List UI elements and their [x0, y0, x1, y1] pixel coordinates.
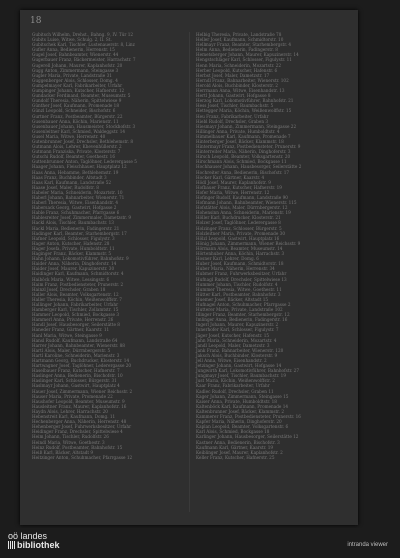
- directory-entry: Haslmayr Johann, Gastwirt, Hauptplatz 4: [32, 383, 120, 389]
- directory-entry: Hödl Josef, Maurer, Kaplanhofstr. 9: [196, 179, 271, 185]
- directory-entry: Hechenberger Anna, Näherin, Herrenstr. 48: [32, 419, 127, 425]
- directory-entry: Kaltenböck Karl, Kaufmann, Promenade 14: [196, 403, 289, 409]
- directory-entry: Hölzl Leopold, Gastwirt, Hauptplatz 16: [196, 235, 280, 241]
- directory-entry: Hertl Johann, Gastwirt, Hofgasse 8: [196, 93, 271, 99]
- library-logo[interactable]: [8, 532, 60, 550]
- directory-entry: Kaufmann Karl, Gärtner, Kaarstr. 19: [196, 444, 274, 450]
- directory-entry: Hofinger Rudolf, Kaufmann, Landstraße 90: [196, 195, 288, 200]
- directory-entry: Hahn Johann, Lokomotivführer, Bahnhofstr. 9: [32, 256, 129, 262]
- directory-entry: Haidinger Karl, Kaufmann, Schmidtorstr. 4: [32, 271, 124, 277]
- scanned-page: [20, 10, 358, 525]
- directory-entry: Haushofer Leopold, Beamter, Museumstr. 9: [32, 398, 125, 404]
- directory-entry: Gugerbauer Franz, Bäckermeister, Harrachstr. 7: [32, 57, 136, 63]
- directory-entry: Kaltenbrunner Josef, Bäcker, Klammstr. 2: [196, 408, 285, 414]
- directory-entry: Haas Anna, Hebamme, Bethlehemstr. 19: [32, 169, 119, 175]
- directory-entry: Hubmer Franz, Fuhrwerksbesitzer, Urfahr: [196, 271, 287, 277]
- directory-entry: Haas Karl, Kaufmann, Landstraße 52: [32, 179, 112, 185]
- directory-entry: Herbst Josef, Maler, Dametzstr. 17: [196, 72, 270, 78]
- barcode-icon: [8, 541, 15, 549]
- directory-entry: Hütter Karl, Postbeamter, Bahnhofstr. 3: [196, 291, 281, 297]
- directory-entry: Haider Anna, Näherin, Dinghoferstr. 14: [32, 261, 117, 267]
- directory-entry: Günther Josef, Kaufmann, Promenade 18: [32, 103, 120, 109]
- directory-entry: Keller Franz, Kutscher, Hafnerstr. 25: [196, 454, 275, 460]
- directory-entry: Gundacker Ferdinand, Beamter, Museumstr. 5: [32, 93, 131, 99]
- directory-entry: Hausleitner Franz, Maurer, Kaplanhofstr. 16: [32, 403, 127, 409]
- directory-entry: Gusenbauer Johann, Hausmeister, Stockhofstr. 3: [32, 123, 136, 129]
- directory-entry: Hofbauer Franz, Kutscher, Hafnerstr. 19: [196, 184, 282, 190]
- directory-entry: Kapfer Maria, Näherin, Dinghoferstr. 20: [196, 419, 282, 425]
- directory-entry: Hartwagner Josef, Taglöhner, Lederergasse 20: [32, 363, 132, 369]
- directory-entry: Hufnagl Rudolf, Drechsler, Spittelwiese 13: [196, 276, 287, 282]
- directory-entry: Gubitsch Wilhelm, Drehst., Bahng. 9, IV. Tür 12: [32, 32, 134, 37]
- directory-entry: Kaplan Leopold, Beamter, Volksgartenstr. 6: [196, 424, 289, 430]
- directory-entry: Hosner Karl, Lehrer, Domg. 6: [196, 256, 259, 262]
- directory-entry: Hallinger Johann, Fabrikarbeiter, Urfahr: [32, 301, 119, 307]
- directory-entry: Helm Anna, Bedienerin, Fadingerstr. 8: [196, 47, 278, 53]
- directory-entry: Jetzinger Johann, Gastwirt, Hofgasse 14: [196, 363, 282, 369]
- directory-entry: Hammerl Anna, Private, Herrenstr. 26: [32, 317, 114, 323]
- directory-entry: Jell Anna, Witwe, Eisenhandstr. 2: [196, 358, 267, 363]
- directory-entry: Hammer Leopold, Schmied, Bockgasse 3: [32, 312, 120, 318]
- directory-entry: Kaiser Anna, Private, Humboldtstr. 18: [196, 398, 277, 404]
- directory-entry: Karl Alois, Schmied, Bockgasse 18: [196, 429, 270, 435]
- directory-entry: Gutenbrunner Josef, Drechsler, Bethlehemstr. 8: [32, 138, 134, 144]
- directory-entry: Jank Franz, Bahnarbeiter, Wienerstr. 120: [196, 347, 284, 353]
- directory-entry: Hochreiter Anna, Bedienerin, Bischofstr. 17: [196, 169, 290, 175]
- directory-entry: Haase Josef, Maler, Rudolfstr. 8: [32, 184, 99, 190]
- directory-entry: Helbig Theresia, Private, Landstraße 78: [196, 32, 282, 37]
- logo-line-2: [8, 541, 60, 550]
- directory-entry: Just Maria, Köchin, Weißenwolffstr. 2: [196, 378, 275, 384]
- directory-entry: Imlinger Anna, Bedienerin, Fadingerstr. 16: [196, 317, 288, 323]
- directory-entry: Herndl Franz, Bahnarbeiter, Wienerstr. 102: [196, 77, 289, 83]
- directory-entry: Hanl Maria, Witwe, Steingasse 9: [32, 332, 102, 338]
- directory-entry: Gubits Luise, Witwe, Schulg. 2, II. St.: [32, 37, 112, 43]
- directory-entry: Hadinger Karl, Beamter, Starhembergstr. 17: [32, 230, 127, 236]
- directory-entry: Karlinger Johann, Hausbesorger, Seilerstätte 12: [196, 434, 299, 440]
- directory-entry: Hörmann Alois, Beamter, Museumstr. 14: [196, 245, 283, 251]
- directory-entry: Haas Franz, Buchbinder, Altstadt 3: [32, 174, 107, 180]
- directory-entry: Hirschmann Alois, Schmied, Bockgasse 11: [196, 159, 287, 165]
- directory-entry: Gumpelmayer Karl, Fabrikarbeiter, Urfahr: [32, 82, 123, 88]
- directory-entry: Holzer Josef, Taglöhner, Lederergasse 8: [196, 220, 281, 226]
- directory-entry: Henn Maria, Schneiderin, Mozartstr. 22: [196, 62, 281, 68]
- directory-entry: Jungwirth Karl, Lokomotivführer, Bahnhofstr. 27: [196, 368, 299, 374]
- directory-entry: Hohensinn Anna, Schneiderin, Marienstr. 19: [196, 210, 291, 216]
- directory-entry: Hofmann Johann, Bahnbeamter, Wienerstr. 115: [196, 200, 297, 206]
- directory-entry: Hackl Alois, Tischler, Baumbachstr. 13: [32, 220, 114, 226]
- directory-entry: Haneder Franz, Gärtner, Kaarstr. 11: [32, 327, 110, 333]
- directory-entry: Gutschi Rudolf, Beamter, Goethestr. 16: [32, 154, 115, 160]
- directory-entry: Haager Johann, Fleischhauer, Hauptplatz 12: [32, 164, 127, 170]
- directory-entry: Gugler Maria, Private, Landstraße 31: [32, 72, 112, 78]
- directory-entry: Hager Anton, Kutscher, Hafenstr. 28: [32, 240, 110, 246]
- directory-entry: Heidinger Franz, Drechsler, Spittelwiese 4: [32, 429, 123, 435]
- directory-entry: Handl Josef, Hausbesorger, Seilerstätte 8: [32, 322, 120, 328]
- directory-entry: Hofstätter Alois, Maler, Dürrnbergerstr. 12: [196, 205, 288, 211]
- directory-entry: Heller Josef, Kaufmann, Schmidtorstr. 10: [196, 37, 284, 43]
- directory-entry: Haim Franz, Postbediensteter, Prunerstr. 2: [32, 281, 124, 287]
- directory-entry: Günzl Leopold, Schneider, Bischofstr. 6: [32, 108, 116, 114]
- directory-entry: Jandl Leopold, Maler, Dametzstr. 3: [196, 342, 270, 348]
- directory-entry: Haberl Johann, Bahnarbeiter, Wienerstr. 71: [32, 195, 125, 200]
- directory-entry: Hellmayr Franz, Beamter, Starhembergstr. 4: [196, 42, 292, 48]
- directory-entry: Gundolf Theresia, Näherin, Spittelwiese 9: [32, 98, 122, 104]
- directory-entry: Herzog Karl, Lokomotivführer, Bahnhofstr. 21: [196, 98, 294, 104]
- directory-entry: Gumpinger Johann, Kutscher, Hafnerstr. 12: [32, 88, 125, 94]
- directory-entry: Haslinger Anna, Bedienerin, Bischofstr. 10: [32, 373, 123, 379]
- directory-entry: Innerhofer Karl, Schlosser, Figulystr. 7: [196, 327, 279, 333]
- directory-entry: Hillinger Anna, Private, Humboldtstr. 4: [196, 128, 280, 134]
- directory-entry: Hager Josefa, Private, Humboldtstr. 11: [32, 245, 115, 251]
- directory-entry: Ingerl Johann, Maurer, Kapuzinerstr. 2: [196, 322, 279, 328]
- directory-entry: Hablesreiter Josef, Zimmermaler, Dametzstr. 9: [32, 215, 132, 221]
- directory-entry: Haller Theresia, Köchin, Weißenwolffstr. 7: [32, 296, 122, 302]
- viewer-label[interactable]: intranda viewer: [347, 542, 388, 548]
- directory-entry: Gufler Anna, Bedienerin, Herrenstr. 15: [32, 47, 115, 53]
- directory-entry: Himmelbauer Karl, Kaufmann, Promenade 7: [196, 133, 291, 139]
- directory-entry: Hintermayr Franz, Postbediensteter, Prunerstr. 9: [196, 144, 301, 150]
- directory-entry: Hirsch Leopold, Beamter, Volksgartenstr. 20: [196, 154, 291, 160]
- directory-entry: Höller Karl, Buchdrucker, Klosterstr. 21: [196, 215, 281, 221]
- directory-entry: Gusenleitner Karl, Schmied, Waldeggstr. 14: [32, 128, 126, 134]
- directory-entry: Hainzl Josef, Drechsler, Graben 18: [32, 286, 106, 292]
- left-column: [32, 32, 187, 460]
- directory-entry: Habeler Maria, Schneiderin, Mozartstr. 10: [32, 189, 123, 195]
- directory-entry: Hengstschläger Karl, Schlosser, Figulystr. 11: [196, 57, 292, 63]
- directory-entry: Hansl Rudolf, Kaufmann, Landstraße 64: [32, 337, 118, 343]
- directory-entry: Hamberger Karl, Tischler, Zollamtstr. 15: [32, 307, 119, 313]
- directory-entry: Haslinger Karl, Schlosser, Bürgerstr. 31: [32, 378, 117, 384]
- directory-entry: Herrmann Anna, Witwe, Eisenhandstr. 13: [196, 88, 285, 94]
- logo-line-2-text: bibliothek: [17, 540, 60, 550]
- directory-entry: Hartl Karoline, Schneiderin, Marienstr. 3: [32, 352, 120, 358]
- directory-entry: Hable Franz, Schuhmacher, Pfarrgasse 6: [32, 210, 120, 216]
- directory-entry: Haginger Franz, Bäcker, Klammstr. 5: [32, 251, 112, 257]
- directory-entry: Hiebl Rudolf, Drechsler, Graben 3: [196, 118, 269, 124]
- directory-entry: Illinger Franz, Beamter, Starhembergstr. 12: [196, 312, 290, 318]
- directory-entry: Gutmann Franziska, Private, Klosterstr. 7: [32, 149, 121, 155]
- directory-entry: Hummer Johann, Tischler, Rudolfstr. 4: [196, 281, 278, 287]
- viewer-footer: [0, 528, 400, 558]
- directory-entry: Gusel Maria, Witwe, Herrenstr. 40: [32, 133, 106, 139]
- directory-entry: Hinterreiter Maria, Näherin, Dinghoferstr. 3: [196, 149, 291, 155]
- directory-entry: Gurtner Franz, Postbeamter, Bürgerstr. 22: [32, 113, 123, 119]
- directory-entry: Jahn Maria, Schneiderin, Mozartstr. 4: [196, 337, 277, 343]
- directory-entry: Heiß Karl, Bäcker, Altstadt 9: [32, 449, 94, 455]
- directory-entry: Gusenbauer Anna, Köchin, Marienstr. 11: [32, 118, 119, 124]
- directory-entry: Holzinger Franz, Schlosser, Bürgerstr. 5: [196, 225, 282, 231]
- directory-entry: Jaksch Alois, Buchbinder, Klosterstr. 9: [196, 352, 278, 358]
- directory-entry: Haberl Theresia, Witwe, Eisenhandstr. 4: [32, 200, 119, 206]
- directory-entry: Haydn Alois, Lehrer, Harrachstr. 20: [32, 408, 108, 414]
- directory-entry: Herold Alois, Buchbinder, Klosterstr. 2: [196, 82, 278, 88]
- directory-entry: Keiblinger Josef, Maurer, Kaplanhofstr. 2: [196, 449, 283, 455]
- directory-entry: Huemer Josef, Bäcker, Altstadt 15: [196, 296, 269, 302]
- directory-entry: Hehenberger Josef, Fuhrwerksbesitzer, Urfahr: [32, 424, 132, 430]
- right-column: [196, 32, 351, 460]
- directory-entry: Harrer Johann, Bahnbeamter, Wienerstr. 88: [32, 342, 125, 348]
- page-number: 18: [30, 16, 42, 26]
- directory-entry: Jungmayr Josef, Tischler, Baumbachstr. 19: [196, 373, 286, 379]
- directory-entry: Heu Franz, Fabrikarbeiter, Urfahr: [196, 113, 269, 119]
- directory-entry: Hebenstreit Karl, Kaufmann, Domg. 11: [32, 414, 116, 420]
- directory-entry: Habersack Georg, Gastwirt, Hofgasse 2: [32, 205, 117, 211]
- directory-entry: Hörtenhuber Anna, Köchin, Harrachstr. 3: [196, 251, 285, 257]
- directory-entry: Hocker Karl, Gärtner, Kaarstr. 4: [196, 174, 265, 180]
- directory-entry: Kaar Franz, Fabrikarbeiter, Urfahr: [196, 383, 270, 389]
- directory-entry: Gugel Josef, Bahnbeamter, Wienerstr. 44: [32, 52, 119, 58]
- directory-entry: Hess Josef, Tischler, Baumbachstr. 5: [196, 103, 274, 109]
- directory-entry: Haselbauer Franz, Kutscher, Hafnerstr. 7: [32, 368, 120, 374]
- directory-entry: Hartmann Georg, Buchdrucker, Klosterstr. 14: [32, 358, 130, 363]
- directory-entry: Hemetsberger Johann, Maurer, Kapuzinerstr. 14: [196, 52, 299, 58]
- directory-entry: Hufnagel Anton, Schuhmacher, Pfarrgasse 2: [196, 301, 291, 307]
- directory-entry: Heim Johann, Tischler, Rudolfstr. 26: [32, 434, 109, 440]
- directory-entry: Gubitschek Karl, Tischler, Lustenauerstr. 8, Linz: [32, 42, 135, 48]
- directory-entry: Kager Johann, Zimmermann, Steingasse 15: [196, 393, 289, 399]
- directory-entry: Heinz Rudolf, Postbeamter, Bahnhofstr. 15: [32, 444, 123, 450]
- directory-entry: Hutterer Maria, Private, Landstraße 102: [196, 307, 283, 313]
- directory-entry: Haiböck Maria, Witwe, Lessingstr. 6: [32, 276, 110, 282]
- directory-entry: Hartl Alois, Maler, Dürrnbergerstr. 5: [32, 347, 111, 353]
- directory-entry: Kastner Anna, Bedienerin, Bischofstr. 3: [196, 439, 280, 445]
- directory-entry: Hauer Josef, Zimmermann, Wiener Reichsstr. 2: [32, 388, 133, 394]
- directory-entry: Haller Alois, Beamter, Volksgartenstr. 12: [32, 291, 119, 297]
- directory-entry: Hettegger Maria, Köchin, Weißenwolffstr. 15: [196, 108, 292, 114]
- directory-entry: Kadlec Rudolf, Drechsler, Graben 11: [196, 388, 274, 394]
- directory-entry: Haider Josef, Maurer, Kapuzinerstr. 30: [32, 266, 115, 272]
- column-divider: [189, 32, 190, 512]
- directory-entry: Hinterberger Josef, Bäcker, Klammstr. 18: [196, 138, 284, 144]
- directory-entry: Hummer Theresia, Witwe, Goethestr. 11: [196, 286, 282, 292]
- directory-entry: Hackl Maria, Bedienerin, Fadingerstr. 21: [32, 225, 120, 231]
- directory-entry: Herber Leopold, Kutscher, Hafenstr. 6: [196, 67, 278, 73]
- directory-entry: Guttenbrunner Anton, Taglöhner, Lederergasse 5: [32, 159, 137, 165]
- directory-entry: Heindl Maria, Witwe, Goethestr. 3: [32, 439, 105, 445]
- directory-entry: Gugerell Johann, Maurer, Kaplanhofstr. 20: [32, 62, 123, 68]
- directory-entry: Kammerer Franz, Postbediensteter, Prunerstr. 16: [196, 414, 301, 420]
- logo-line-1: oö landes: [8, 531, 48, 541]
- directory-entry: Hiesmayr Johann, Zimmermann, Steingasse 22: [196, 123, 297, 129]
- directory-entry: Hafner Leopold, Schlosser, Figulystr. 3: [32, 235, 115, 241]
- directory-entry: Hönig Johann, Zimmermann, Wiener Reichsstr. 9: [196, 240, 301, 246]
- directory-entry: Heitzinger Anton, Schuhmacher, Pfarrgasse 12: [32, 454, 133, 460]
- directory-entry: Hofer Maria, Witwe, Herrenstr. 12: [196, 189, 270, 195]
- directory-entry: Gugg Anton, Zimmermann, Steingasse 3: [32, 67, 119, 73]
- directory-entry: Jäger Josef, Kutscher, Hafenstr. 15: [196, 332, 270, 338]
- directory-entry: Hochhauser Johann, Hausbesorger, Seilerstätte 2: [196, 164, 302, 170]
- directory-entry: Holzleitner Maria, Private, Promenade 30: [196, 230, 285, 236]
- directory-entry: Huber Josef, Kaufmann, Schmidtorstr. 18: [196, 261, 284, 267]
- directory-entry: Guggenberger Alois, Schlosser, Domg. 4: [32, 77, 118, 83]
- directory-entry: Gutmann Alois, Lehrer, Khevenhüllerstr. 2: [32, 144, 122, 150]
- directory-entry: Huber Maria, Näherin, Herrenstr. 34: [196, 266, 275, 272]
- directory-entry: Hauser Maria, Private, Promenade 22: [32, 393, 113, 399]
